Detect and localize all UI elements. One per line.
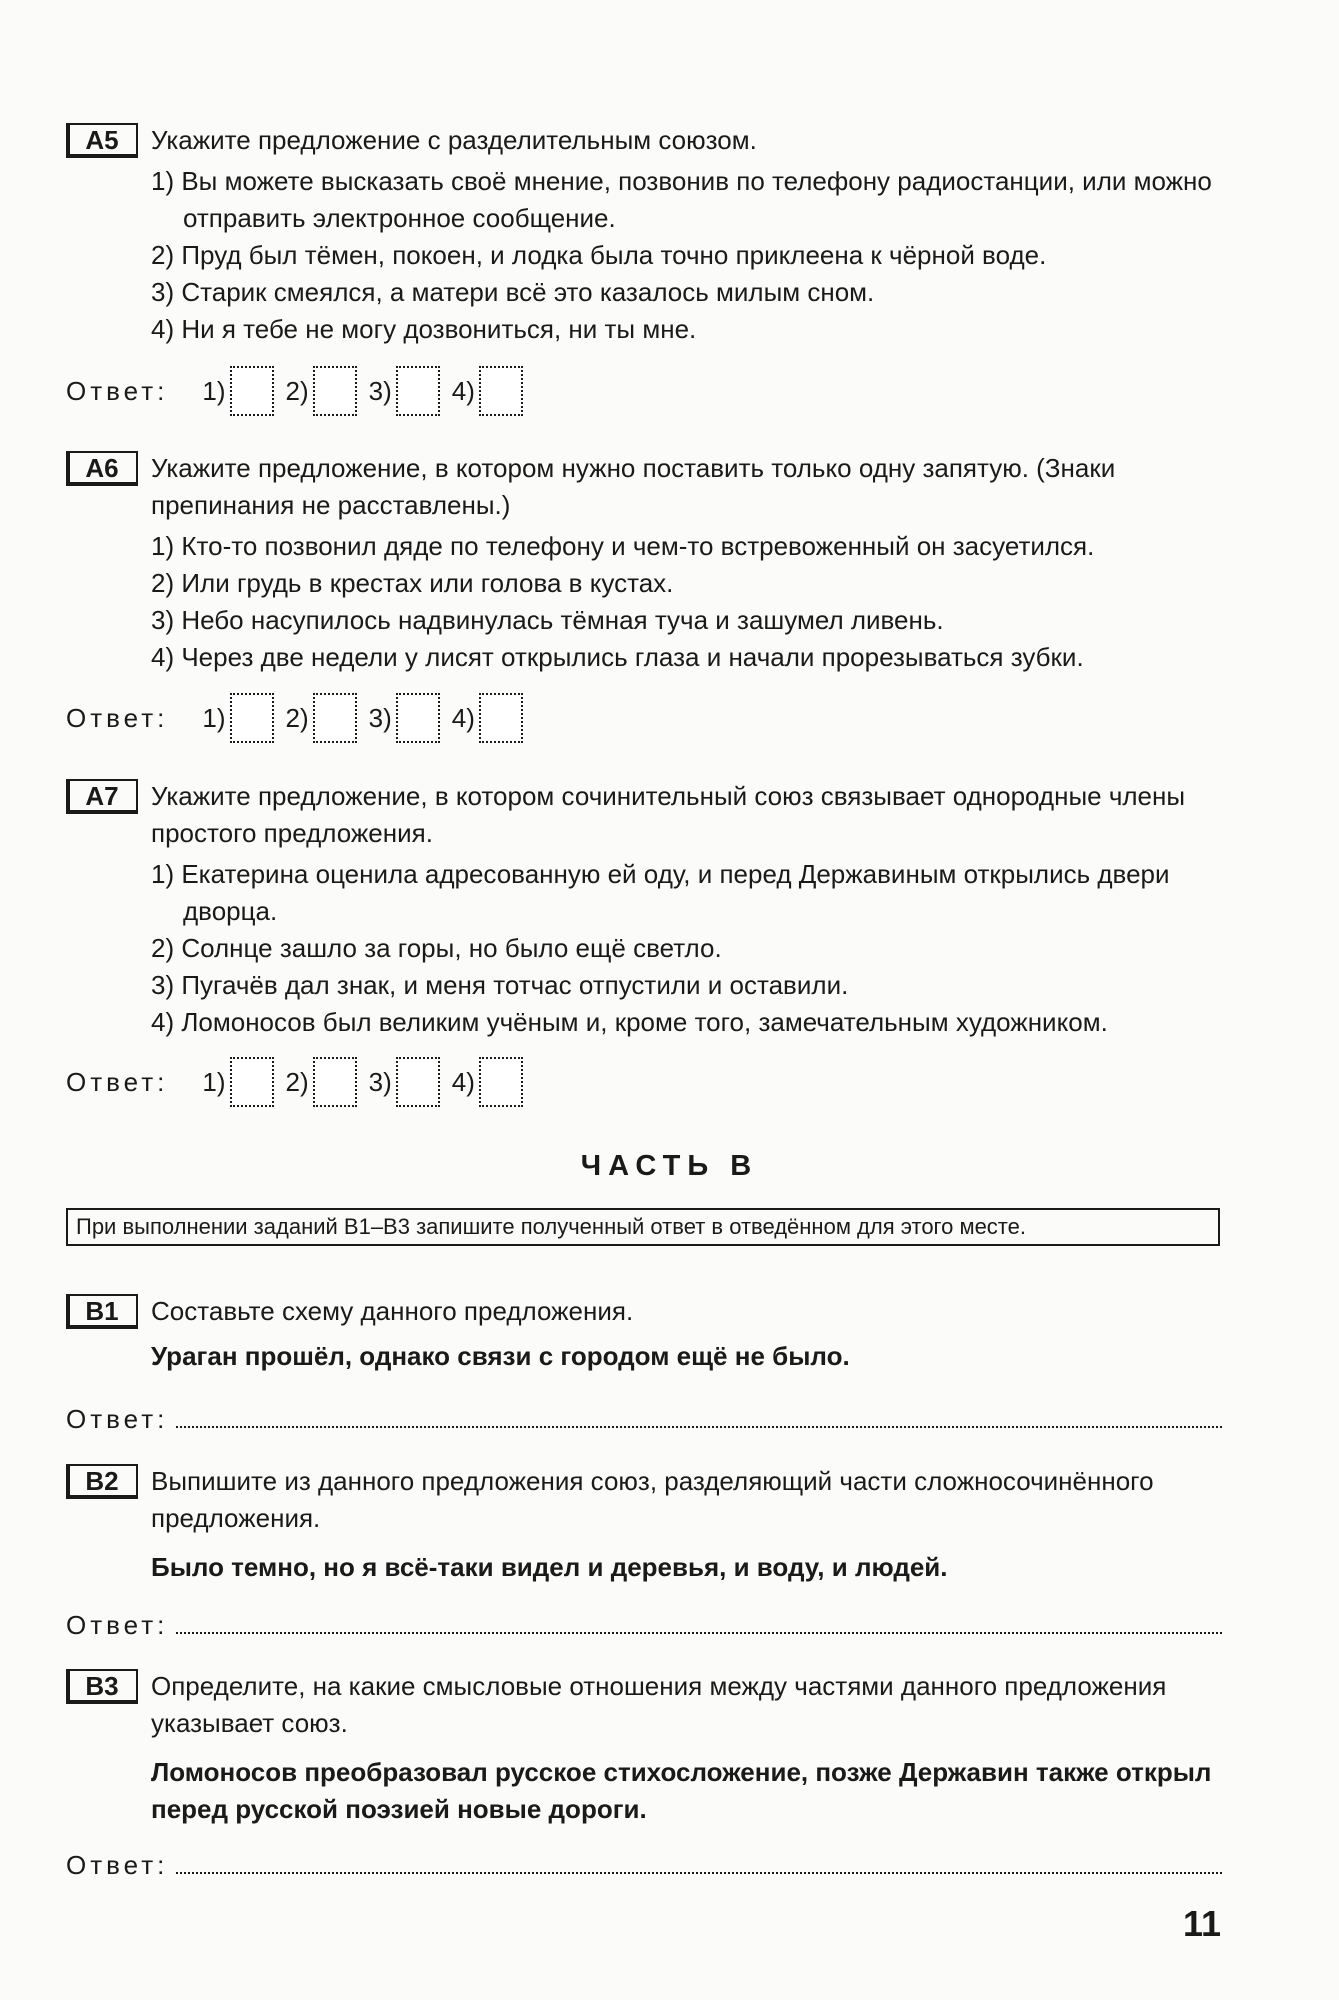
choice-2: [286, 1057, 363, 1107]
answer-checkbox-1[interactable]: [230, 693, 274, 743]
choice-number: 1): [202, 376, 226, 406]
task-number-badge: В2: [66, 1464, 138, 1499]
task-question: [66, 1293, 1226, 1330]
question-text: Укажите предложение, в котором сочинительный союз связывает однородные члены простого предложения.: [151, 781, 1186, 848]
choice-number: 3): [368, 1067, 392, 1097]
answer-dotted-line[interactable]: [176, 1872, 1222, 1874]
choice-number: 2): [285, 1067, 309, 1097]
option-2: 2) Солнце зашло за горы, но было ещё светло.: [151, 933, 722, 963]
task-question: [66, 778, 1226, 852]
choice-number: 3): [368, 703, 392, 733]
option-3: 3) Старик смеялся, а матери всё это казалось милым сном.: [151, 277, 875, 307]
choice-2: [286, 366, 363, 416]
choice-3: [369, 693, 446, 743]
options-list: [66, 163, 1226, 348]
choice-number: 4): [451, 376, 475, 406]
task-number-badge: А7: [66, 779, 138, 814]
option-3: 3) Небо насупилось надвинулась тёмная туча и зашумел ливень.: [151, 605, 944, 635]
part-b-instruction: При выполнении заданий В1–В3 запишите полученный ответ в отведённом для этого месте.: [66, 1208, 1220, 1246]
answer-checkbox-4[interactable]: [479, 693, 523, 743]
choice-number: 1): [202, 703, 226, 733]
answer-label: Ответ:: [66, 1067, 169, 1097]
answer-checkbox-3[interactable]: [396, 1057, 440, 1107]
answer-label: Ответ:: [66, 703, 169, 733]
choice-4: [452, 366, 529, 416]
answer-dotted-line[interactable]: [176, 1632, 1222, 1634]
answer-row-a6: [66, 693, 535, 743]
answer-checkbox-3[interactable]: [396, 366, 440, 416]
answer-line-b1[interactable]: [66, 1404, 1222, 1435]
task-sentence: Ломоносов преобразовал русское стихосложение, позже Державин также открыл перед русской поэзией новые дороги.: [151, 1757, 1212, 1824]
choice-number: 3): [368, 376, 392, 406]
choice-1: [202, 366, 279, 416]
choice-1: [202, 1057, 279, 1107]
task-sentence: Ураган прошёл, однако связи с городом ещё не было.: [151, 1341, 850, 1371]
task-a5: [66, 122, 1226, 348]
answer-row-a7: [66, 1057, 535, 1107]
task-b1: [66, 1293, 1226, 1375]
task-a7: [66, 778, 1226, 1041]
task-a6: [66, 450, 1226, 676]
task-question: [66, 1463, 1226, 1537]
answer-row-a5: [66, 366, 535, 416]
answer-checkbox-2[interactable]: [313, 366, 357, 416]
option-1: 1) Екатерина оценила адресованную ей оду, и перед Державиным открылись двери дворца.: [151, 859, 1170, 926]
question-text: Выпишите из данного предложения союз, разделяющий части сложносочинённого предложения.: [151, 1466, 1154, 1533]
option-4: 4) Ломоносов был великим учёным и, кроме того, замечательным художником.: [151, 1007, 1108, 1037]
option-4: 4) Ни я тебе не могу дозвониться, ни ты мне.: [151, 314, 697, 344]
choice-3: [369, 1057, 446, 1107]
part-b-title: ЧАСТЬ В: [580, 1150, 759, 1182]
option-1: 1) Вы можете высказать своё мнение, позвонив по телефону радиостанции, или можно отправить электронное сообщение.: [151, 166, 1212, 233]
question-text: Составьте схему данного предложения.: [151, 1296, 634, 1326]
answer-line-b3[interactable]: [66, 1850, 1222, 1881]
answer-label: Ответ:: [66, 1610, 169, 1640]
answer-checkbox-1[interactable]: [230, 366, 274, 416]
options-list: [66, 856, 1226, 1041]
options-list: [66, 528, 1226, 676]
answer-checkbox-1[interactable]: [230, 1057, 274, 1107]
answer-dotted-line[interactable]: [176, 1426, 1222, 1428]
answer-checkbox-3[interactable]: [396, 693, 440, 743]
task-question: [66, 450, 1226, 524]
task-b2: [66, 1463, 1226, 1586]
task-question: [66, 1668, 1226, 1742]
task-number-badge: В3: [66, 1669, 138, 1704]
choice-1: [202, 693, 279, 743]
choice-number: 2): [285, 376, 309, 406]
choice-4: [452, 1057, 529, 1107]
task-number-badge: В1: [66, 1294, 138, 1329]
choice-3: [369, 366, 446, 416]
answer-line-b2[interactable]: [66, 1610, 1222, 1641]
option-2: 2) Пруд был тёмен, покоен, и лодка была точно приклеена к чёрной воде.: [151, 240, 1047, 270]
answer-label: Ответ:: [66, 1404, 169, 1434]
answer-label: Ответ:: [66, 376, 169, 406]
task-sentence: Было темно, но я всё-таки видел и деревья, и воду, и людей.: [151, 1552, 948, 1582]
choice-4: [452, 693, 529, 743]
answer-checkbox-4[interactable]: [479, 366, 523, 416]
option-1: 1) Кто-то позвонил дяде по телефону и чем-то встревоженный он засуетился.: [151, 531, 1095, 561]
answer-checkbox-2[interactable]: [313, 693, 357, 743]
choice-number: 1): [202, 1067, 226, 1097]
page-number: 11: [1182, 1903, 1221, 1944]
option-4: 4) Через две недели у лисят открылись глаза и начали прорезываться зубки.: [151, 642, 1084, 672]
question-text: Укажите предложение с разделительным союзом.: [151, 125, 757, 155]
task-question: [66, 122, 1226, 159]
option-2: 2) Или грудь в крестах или голова в кустах.: [151, 568, 674, 598]
answer-checkbox-4[interactable]: [479, 1057, 523, 1107]
task-b3: [66, 1668, 1226, 1828]
task-number-badge: А6: [66, 451, 138, 486]
answer-checkbox-2[interactable]: [313, 1057, 357, 1107]
choice-number: 4): [451, 1067, 475, 1097]
answer-label: Ответ:: [66, 1850, 169, 1880]
choice-2: [286, 693, 363, 743]
choice-number: 4): [451, 703, 475, 733]
option-3: 3) Пугачёв дал знак, и меня тотчас отпустили и оставили.: [151, 970, 849, 1000]
choice-number: 2): [285, 703, 309, 733]
question-text: Укажите предложение, в котором нужно поставить только одну запятую. (Знаки препинания не расставлены.): [151, 453, 1116, 520]
question-text: Определите, на какие смысловые отношения между частями данного предложения указывает союз.: [151, 1671, 1167, 1738]
task-number-badge: А5: [66, 123, 138, 158]
